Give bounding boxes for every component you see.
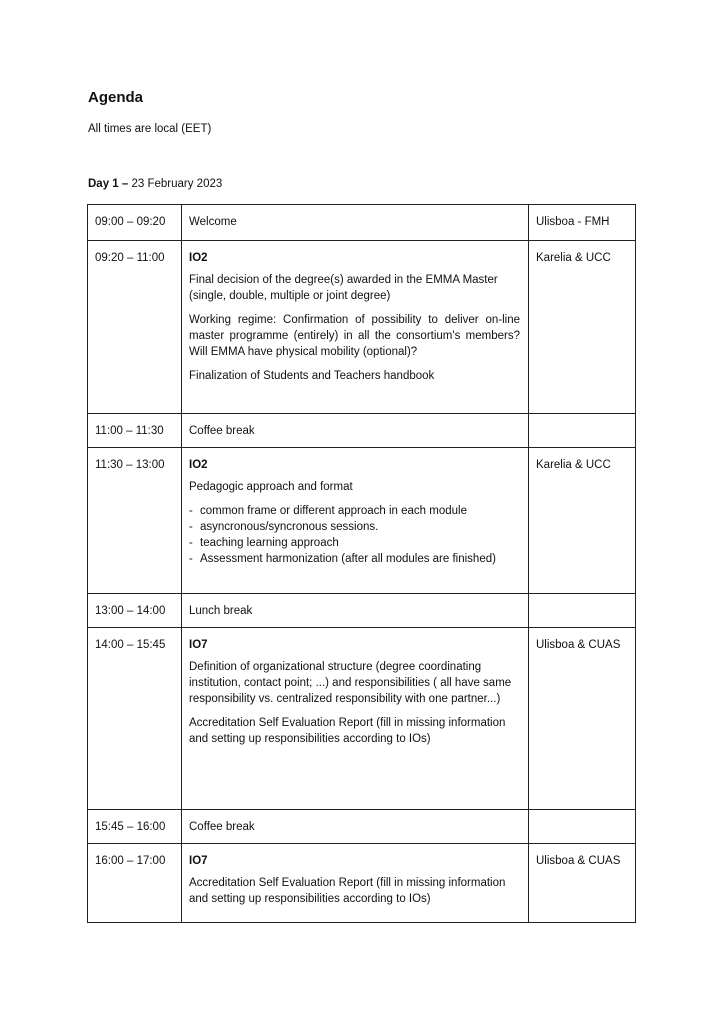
session-description <box>182 594 529 628</box>
session-time: 11:00 – 11:30 <box>88 414 182 448</box>
session-bullet: - asyncronous/syncronous sessions. <box>189 519 520 535</box>
session-paragraph: Accreditation Self Evaluation Report (fill in missing information and setting up responsibilities according to IOs) <box>189 877 506 905</box>
agenda-row <box>88 594 636 628</box>
session-paragraph: Final decision of the degree(s) awarded in the EMMA Master (single, double, multiple or joint degree) <box>189 274 498 302</box>
session-time: 15:45 – 16:00 <box>88 810 182 844</box>
session-time: 13:00 – 14:00 <box>88 594 182 628</box>
day-label: Day 1 <box>88 178 119 190</box>
session-lead: Ulisboa & CUAS <box>529 844 636 923</box>
session-lead: Karelia & UCC <box>529 448 636 594</box>
session-bullet: - common frame or different approach in each module <box>189 503 520 519</box>
day-heading <box>88 178 222 190</box>
intellectual-output-code: IO7 <box>189 855 208 867</box>
session-paragraph: Definition of organizational structure (degree coordinating institution, contact point; ...) and responsibilities ( all have same responsibility vs. centralized responsibility with one partner...) <box>189 661 512 705</box>
agenda-row <box>88 448 636 594</box>
session-time: 11:30 – 13:00 <box>88 448 182 594</box>
agenda-table <box>87 204 636 923</box>
session-time: 09:00 – 09:20 <box>88 205 182 241</box>
session-description <box>182 628 529 810</box>
session-paragraph: Finalization of Students and Teachers handbook <box>189 370 435 382</box>
intellectual-output-code: IO2 <box>189 252 208 264</box>
session-paragraph: Welcome <box>189 216 237 228</box>
day-date: 23 February 2023 <box>131 178 223 190</box>
session-paragraph: Coffee break <box>189 425 255 437</box>
session-lead <box>529 414 636 448</box>
agenda-row <box>88 205 636 241</box>
session-lead: Karelia & UCC <box>529 241 636 414</box>
session-bullet-list <box>189 503 520 567</box>
session-description <box>182 205 529 241</box>
page-title: Agenda <box>88 89 144 106</box>
session-paragraph: Pedagogic approach and format <box>189 481 353 493</box>
intellectual-output-code: IO7 <box>189 639 208 651</box>
session-bullet: - Assessment harmonization (after all modules are finished) <box>189 551 520 567</box>
session-lead: Ulisboa & CUAS <box>529 628 636 810</box>
session-lead: Ulisboa - FMH <box>529 205 636 241</box>
session-time: 16:00 – 17:00 <box>88 844 182 923</box>
agenda-body <box>88 205 636 923</box>
session-lead <box>529 810 636 844</box>
session-paragraph: Lunch break <box>189 605 253 617</box>
session-description <box>182 448 529 594</box>
session-lead <box>529 594 636 628</box>
day-separator: – <box>118 178 132 190</box>
agenda-row <box>88 414 636 448</box>
session-time: 14:00 – 15:45 <box>88 628 182 810</box>
agenda-row <box>88 810 636 844</box>
session-description <box>182 414 529 448</box>
agenda-row <box>88 628 636 810</box>
session-time: 09:20 – 11:00 <box>88 241 182 414</box>
session-paragraph: Coffee break <box>189 821 255 833</box>
session-description <box>182 241 529 414</box>
agenda-row <box>88 241 636 414</box>
timezone-note: All times are local (EET) <box>88 123 212 135</box>
session-description <box>182 844 529 923</box>
intellectual-output-code: IO2 <box>189 459 208 471</box>
session-description <box>182 810 529 844</box>
session-paragraph: Accreditation Self Evaluation Report (fill in missing information and setting up responsibilities according to IOs) <box>189 717 506 745</box>
session-bullet: - teaching learning approach <box>189 535 520 551</box>
agenda-row <box>88 844 636 923</box>
session-paragraph: Working regime: Confirmation of possibility to deliver on-line master programme (entirely) in all the consortium's members? Will EMMA have physical mobility (optional)? <box>189 314 520 358</box>
